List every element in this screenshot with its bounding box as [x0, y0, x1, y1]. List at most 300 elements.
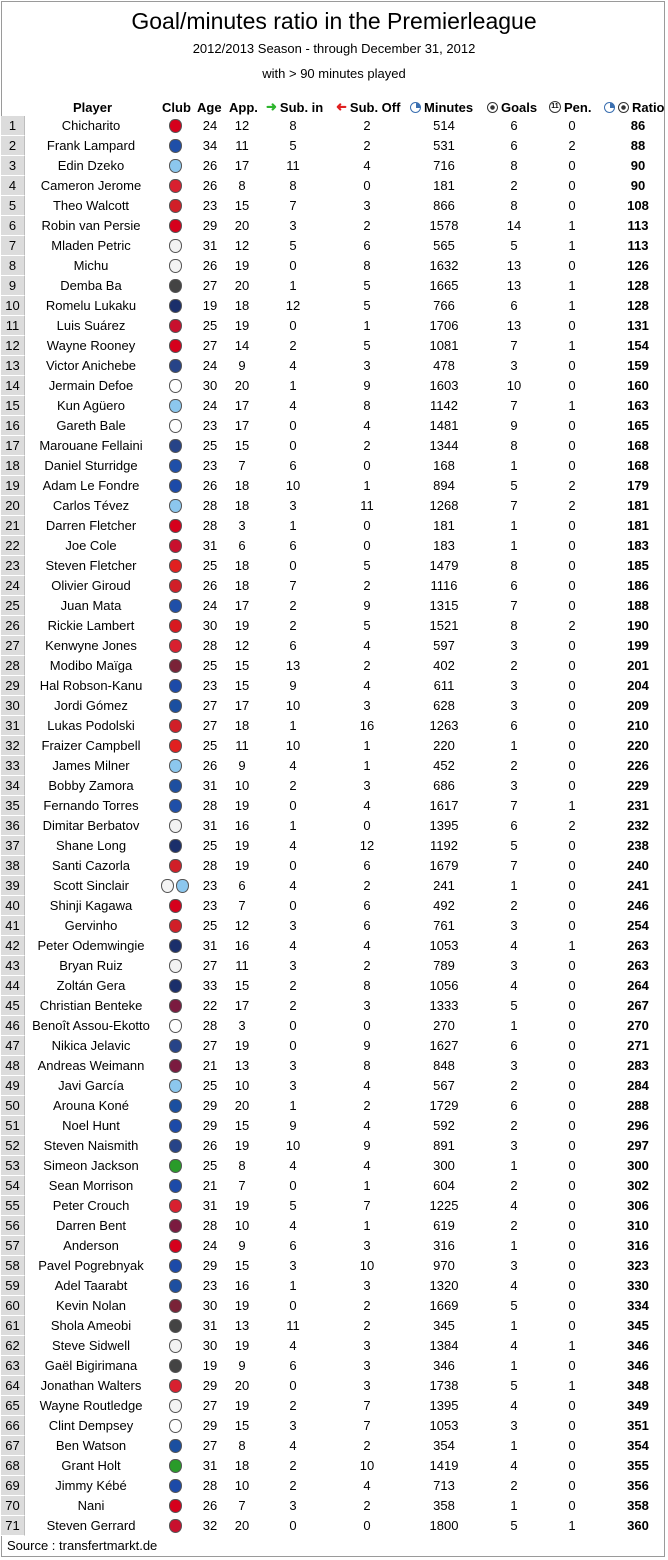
club-crest	[157, 556, 193, 576]
player-name: Wayne Rooney	[46, 338, 136, 353]
table-row	[0, 516, 668, 536]
minutes-cell: 619	[433, 1218, 455, 1233]
age-cell: 19	[202, 1358, 218, 1373]
goals-cell: 5	[510, 478, 518, 493]
age-cell: 23	[202, 1278, 218, 1293]
goals-cell: 6	[510, 1038, 518, 1053]
appearances-cell: 18	[234, 578, 250, 593]
club-crest	[157, 876, 193, 896]
sub-in-cell: 7	[289, 578, 297, 593]
minutes-cell: 1333	[429, 998, 459, 1013]
club-crest	[157, 1356, 193, 1376]
sub-in-cell: 10	[285, 478, 301, 493]
club-crest-icon	[169, 1279, 182, 1293]
penalties-cell: 0	[568, 1498, 576, 1513]
player-name: Adam Le Fondre	[42, 478, 140, 493]
club-crest-icon	[169, 1499, 182, 1513]
ratio-cell: 204	[627, 678, 649, 693]
appearances-cell: 9	[238, 1358, 246, 1373]
goals-cell: 5	[510, 1518, 518, 1533]
club-crest-icon	[169, 1399, 182, 1413]
age-cell: 34	[202, 138, 218, 153]
club-crest	[157, 1476, 193, 1496]
club-crest-icon	[169, 819, 182, 833]
sub-off-cell: 1	[363, 1178, 371, 1193]
goals-cell: 8	[510, 158, 518, 173]
table-row	[0, 1116, 668, 1136]
rank-cell: 44	[1, 976, 25, 996]
club-crest-icon	[169, 479, 182, 493]
sub-off-cell: 2	[363, 958, 371, 973]
goals-cell: 1	[510, 1438, 518, 1453]
penalties-cell: 0	[568, 998, 576, 1013]
ratio-cell: 263	[627, 938, 649, 953]
penalties-cell: 0	[568, 1398, 576, 1413]
appearances-cell: 7	[238, 1178, 246, 1193]
club-crest-icon	[169, 1479, 182, 1493]
goals-cell: 4	[510, 1198, 518, 1213]
club-crest	[157, 1196, 193, 1216]
appearances-cell: 19	[234, 258, 250, 273]
penalties-cell: 1	[568, 938, 576, 953]
club-crest-icon	[169, 359, 182, 373]
rank-cell: 29	[1, 676, 25, 696]
player-name: Scott Sinclair	[53, 878, 129, 893]
minutes-cell: 316	[433, 1238, 455, 1253]
sub-off-cell: 2	[363, 578, 371, 593]
sub-off-cell: 5	[363, 338, 371, 353]
minutes-cell: 1053	[429, 1418, 459, 1433]
club-crest	[157, 376, 193, 396]
minutes-cell: 1738	[429, 1378, 459, 1393]
sub-off-cell: 0	[363, 818, 371, 833]
sub-in-cell: 5	[289, 238, 297, 253]
sub-off-cell: 3	[363, 358, 371, 373]
sub-in-cell: 2	[289, 338, 297, 353]
table-row	[0, 816, 668, 836]
club-crest-icon	[169, 1519, 182, 1533]
goals-cell: 2	[510, 1218, 518, 1233]
minutes-cell: 1116	[430, 578, 458, 593]
age-cell: 25	[202, 738, 218, 753]
sub-in-cell: 4	[289, 1158, 297, 1173]
goals-cell: 1	[510, 1018, 518, 1033]
ratio-cell: 168	[627, 458, 649, 473]
club-crest	[157, 1116, 193, 1136]
ratio-cell: 264	[627, 978, 649, 993]
rank-cell: 59	[1, 1276, 25, 1296]
age-cell: 25	[202, 658, 218, 673]
ratio-cell: 283	[627, 1058, 649, 1073]
rank-cell: 56	[1, 1216, 25, 1236]
minutes-cell: 1419	[429, 1458, 459, 1473]
rank-cell: 9	[1, 276, 25, 296]
table-row	[0, 876, 668, 896]
table-row	[0, 1476, 668, 1496]
minutes-cell: 183	[433, 538, 455, 553]
player-name: Robin van Persie	[41, 218, 141, 233]
appearances-cell: 18	[234, 298, 250, 313]
minutes-cell: 1479	[429, 558, 459, 573]
appearances-cell: 20	[234, 1518, 250, 1533]
sub-in-cell: 5	[289, 1198, 297, 1213]
rank-cell: 37	[1, 836, 25, 856]
appearances-cell: 9	[238, 758, 246, 773]
club-crest-icon	[169, 1099, 182, 1113]
rank-cell: 61	[1, 1316, 25, 1336]
rank-cell: 13	[1, 356, 25, 376]
minutes-cell: 346	[433, 1358, 455, 1373]
sub-in-cell: 3	[289, 1498, 297, 1513]
goals-cell: 3	[510, 778, 518, 793]
appearances-cell: 17	[234, 598, 250, 613]
ratio-cell: 163	[627, 398, 649, 413]
age-cell: 26	[202, 158, 218, 173]
club-crest-icon	[169, 459, 182, 473]
club-crest	[157, 1436, 193, 1456]
sub-in-cell: 4	[289, 938, 297, 953]
penalties-cell: 0	[568, 838, 576, 853]
rank-cell: 33	[1, 756, 25, 776]
club-crest-icon	[169, 1199, 182, 1213]
rank-cell: 39	[1, 876, 25, 896]
goals-cell: 1	[510, 458, 518, 473]
rank-cell: 7	[1, 236, 25, 256]
table-row	[0, 936, 668, 956]
minutes-cell: 1627	[429, 1038, 459, 1053]
sub-off-cell: 3	[363, 198, 371, 213]
age-cell: 29	[202, 1378, 218, 1393]
club-crest	[157, 396, 193, 416]
sub-off-cell: 8	[363, 978, 371, 993]
penalties-cell: 2	[568, 138, 576, 153]
rank-cell: 43	[1, 956, 25, 976]
goals-cell: 8	[510, 558, 518, 573]
penalties-cell: 0	[568, 458, 576, 473]
player-name: Jermain Defoe	[48, 378, 134, 393]
player-name: Shane Long	[55, 838, 127, 853]
appearances-cell: 10	[234, 1218, 250, 1233]
ratio-cell: 126	[627, 258, 649, 273]
goals-cell: 13	[506, 318, 522, 333]
goals-cell: 2	[510, 178, 518, 193]
ratio-cell: 297	[627, 1138, 649, 1153]
rank-cell: 55	[1, 1196, 25, 1216]
appearances-cell: 8	[238, 1158, 246, 1173]
sub-in-cell: 0	[289, 558, 297, 573]
club-crest-icon	[169, 1119, 182, 1133]
club-crest	[157, 736, 193, 756]
goals-cell: 5	[510, 1378, 518, 1393]
age-cell: 26	[202, 758, 218, 773]
sub-in-cell: 4	[289, 838, 297, 853]
rank-cell: 14	[1, 376, 25, 396]
penalties-cell: 0	[568, 878, 576, 893]
ratio-cell: 154	[627, 338, 649, 353]
sub-off-cell: 4	[363, 158, 371, 173]
ratio-cell: 229	[627, 778, 649, 793]
penalties-cell: 0	[568, 118, 576, 133]
appearances-cell: 3	[238, 1018, 246, 1033]
header-sub-off	[336, 98, 400, 116]
appearances-cell: 17	[234, 398, 250, 413]
club-crest-icon	[169, 859, 182, 873]
appearances-cell: 18	[234, 558, 250, 573]
club-crest-icon	[169, 719, 182, 733]
sub-in-cell: 0	[289, 1298, 297, 1313]
player-name: Gaël Bigirimana	[44, 1358, 138, 1373]
clock-icon	[410, 102, 421, 113]
minutes-cell: 531	[433, 138, 455, 153]
minutes-cell: 713	[433, 1478, 455, 1493]
goals-cell: 1	[510, 1158, 518, 1173]
ratio-cell: 310	[627, 1218, 649, 1233]
penalties-cell: 0	[568, 978, 576, 993]
minutes-cell: 358	[433, 1498, 455, 1513]
appearances-cell: 20	[234, 1098, 250, 1113]
appearances-cell: 18	[234, 478, 250, 493]
sub-off-cell: 16	[359, 718, 375, 733]
appearances-cell: 8	[238, 1438, 246, 1453]
ratio-cell: 86	[630, 118, 646, 133]
club-crest	[157, 1036, 193, 1056]
club-crest-icon	[169, 1239, 182, 1253]
sub-in-cell: 2	[289, 1458, 297, 1473]
club-crest-icon	[169, 339, 182, 353]
player-name: Frank Lampard	[46, 138, 136, 153]
ratio-cell: 354	[627, 1438, 649, 1453]
table-row	[0, 1096, 668, 1116]
penalties-cell: 0	[568, 598, 576, 613]
penalties-cell: 0	[568, 1478, 576, 1493]
sub-in-cell: 0	[289, 258, 297, 273]
ratio-cell: 263	[627, 958, 649, 973]
age-cell: 31	[202, 1318, 218, 1333]
table-row	[0, 536, 668, 556]
player-name: Arouna Koné	[53, 1098, 129, 1113]
rank-cell: 23	[1, 556, 25, 576]
minutes-cell: 604	[433, 1178, 455, 1193]
goals-cell: 6	[510, 718, 518, 733]
appearances-cell: 19	[234, 618, 250, 633]
table-row	[0, 416, 668, 436]
player-name: Olivier Giroud	[51, 578, 131, 593]
appearances-cell: 3	[238, 518, 246, 533]
player-name: Victor Anichebe	[45, 358, 137, 373]
club-crest	[157, 416, 193, 436]
table-row	[0, 836, 668, 856]
club-crest-icon	[169, 1219, 182, 1233]
rank-cell: 17	[1, 436, 25, 456]
player-name: Steven Naismith	[43, 1138, 139, 1153]
age-cell: 28	[202, 498, 218, 513]
club-crest-icon	[169, 959, 182, 973]
sub-in-cell: 3	[289, 1258, 297, 1273]
age-cell: 31	[202, 538, 218, 553]
club-crest	[157, 1396, 193, 1416]
club-crest	[157, 536, 193, 556]
age-cell: 31	[202, 818, 218, 833]
player-name: Jimmy Kébé	[55, 1478, 127, 1493]
player-name: Fraizer Campbell	[41, 738, 141, 753]
age-cell: 26	[202, 1498, 218, 1513]
age-cell: 31	[202, 1198, 218, 1213]
rank-cell: 32	[1, 736, 25, 756]
minutes-cell: 1056	[429, 978, 459, 993]
ratio-cell: 108	[627, 198, 649, 213]
rank-cell: 26	[1, 616, 25, 636]
sub-off-cell: 2	[363, 1298, 371, 1313]
goals-cell: 10	[506, 378, 522, 393]
sub-off-cell: 0	[363, 518, 371, 533]
rank-cell: 4	[1, 176, 25, 196]
player-name: Nikica Jelavic	[51, 1038, 131, 1053]
age-cell: 24	[202, 358, 218, 373]
age-cell: 31	[202, 778, 218, 793]
goals-cell: 7	[510, 858, 518, 873]
club-crest	[157, 1096, 193, 1116]
appearances-cell: 18	[234, 1458, 250, 1473]
age-cell: 19	[202, 298, 218, 313]
penalties-cell: 0	[568, 198, 576, 213]
player-name: Demba Ba	[60, 278, 122, 293]
player-name: Bryan Ruiz	[59, 958, 123, 973]
goals-cell: 1	[510, 1358, 518, 1373]
player-name: Juan Mata	[60, 598, 122, 613]
right-arrow-icon: ➜	[266, 99, 277, 114]
sub-in-cell: 8	[289, 178, 297, 193]
appearances-cell: 17	[234, 698, 250, 713]
penalties-cell: 0	[568, 1418, 576, 1433]
header-ratio-label: Ratio	[632, 99, 665, 115]
table-row	[0, 216, 668, 236]
age-cell: 27	[202, 698, 218, 713]
rank-cell: 30	[1, 696, 25, 716]
penalty-spot-icon: 11	[549, 101, 561, 113]
rank-cell: 40	[1, 896, 25, 916]
club-crest	[157, 596, 193, 616]
rank-cell: 54	[1, 1176, 25, 1196]
age-cell: 22	[202, 998, 218, 1013]
goals-cell: 7	[510, 398, 518, 413]
header-sub-in	[266, 98, 323, 116]
table-row	[0, 1176, 668, 1196]
rank-cell: 64	[1, 1376, 25, 1396]
appearances-cell: 20	[234, 1378, 250, 1393]
club-crest-icon	[169, 799, 182, 813]
penalties-cell: 0	[568, 778, 576, 793]
club-crest	[157, 1516, 193, 1536]
appearances-cell: 19	[234, 1398, 250, 1413]
ratio-cell: 165	[627, 418, 649, 433]
sub-in-cell: 3	[289, 1058, 297, 1073]
sub-in-cell: 11	[286, 158, 300, 173]
ratio-cell: 351	[627, 1418, 649, 1433]
appearances-cell: 20	[234, 378, 250, 393]
penalties-cell: 1	[568, 278, 576, 293]
minutes-cell: 1481	[429, 418, 459, 433]
soccer-ball-icon	[487, 102, 498, 113]
sub-off-cell: 0	[363, 1018, 371, 1033]
player-name: Shola Ameobi	[50, 1318, 132, 1333]
club-crest-icon	[169, 139, 182, 153]
ratio-cell: 186	[627, 578, 649, 593]
sub-in-cell: 0	[289, 438, 297, 453]
appearances-cell: 15	[234, 1258, 250, 1273]
penalties-cell: 0	[568, 378, 576, 393]
age-cell: 28	[202, 1218, 218, 1233]
age-cell: 23	[202, 678, 218, 693]
club-crest-icon	[169, 1299, 182, 1313]
sub-off-cell: 6	[363, 918, 371, 933]
left-arrow-icon: ➜	[336, 99, 347, 114]
club-crest-icon	[169, 1259, 182, 1273]
club-crest	[157, 956, 193, 976]
ratio-cell: 199	[627, 638, 649, 653]
penalties-cell: 0	[568, 578, 576, 593]
age-cell: 27	[202, 1398, 218, 1413]
club-crest	[157, 456, 193, 476]
sub-off-cell: 4	[363, 418, 371, 433]
appearances-cell: 18	[234, 498, 250, 513]
penalties-cell: 0	[568, 418, 576, 433]
ratio-cell: 348	[627, 1378, 649, 1393]
player-name: Nani	[77, 1498, 105, 1513]
club-crest-icon	[169, 979, 182, 993]
club-crest-icon	[169, 1139, 182, 1153]
penalties-cell: 1	[568, 338, 576, 353]
sub-in-cell: 4	[289, 758, 297, 773]
age-cell: 27	[202, 1038, 218, 1053]
sub-in-cell: 9	[289, 1118, 297, 1133]
ratio-cell: 334	[627, 1298, 649, 1313]
rank-cell: 68	[1, 1456, 25, 1476]
club-crest-icon	[169, 1419, 182, 1433]
age-cell: 26	[202, 258, 218, 273]
ratio-cell: 113	[627, 238, 649, 253]
club-crest	[157, 1216, 193, 1236]
rank-cell: 6	[1, 216, 25, 236]
minutes-cell: 1315	[429, 598, 459, 613]
ratio-cell: 179	[627, 478, 649, 493]
rank-cell: 69	[1, 1476, 25, 1496]
minutes-cell: 592	[433, 1118, 455, 1133]
appearances-cell: 15	[234, 1118, 250, 1133]
appearances-cell: 11	[235, 958, 249, 973]
sub-off-cell: 5	[363, 618, 371, 633]
club-crest-icon	[169, 199, 182, 213]
age-cell: 30	[202, 378, 218, 393]
club-crest-icon	[169, 1059, 182, 1073]
table-row	[0, 756, 668, 776]
penalties-cell: 2	[568, 498, 576, 513]
rank-cell: 45	[1, 996, 25, 1016]
player-name: Marouane Fellaini	[39, 438, 143, 453]
player-name: Shinji Kagawa	[49, 898, 133, 913]
table-row	[0, 1496, 668, 1516]
goals-cell: 2	[510, 1178, 518, 1193]
sub-off-cell: 7	[363, 1418, 371, 1433]
age-cell: 23	[202, 458, 218, 473]
table-row	[0, 1516, 668, 1536]
header-age-label: Age	[197, 99, 222, 115]
table-row	[0, 156, 668, 176]
sub-in-cell: 13	[285, 658, 301, 673]
age-cell: 29	[202, 1418, 218, 1433]
table-row	[0, 896, 668, 916]
club-crest-icon	[169, 639, 182, 653]
goals-cell: 9	[510, 418, 518, 433]
